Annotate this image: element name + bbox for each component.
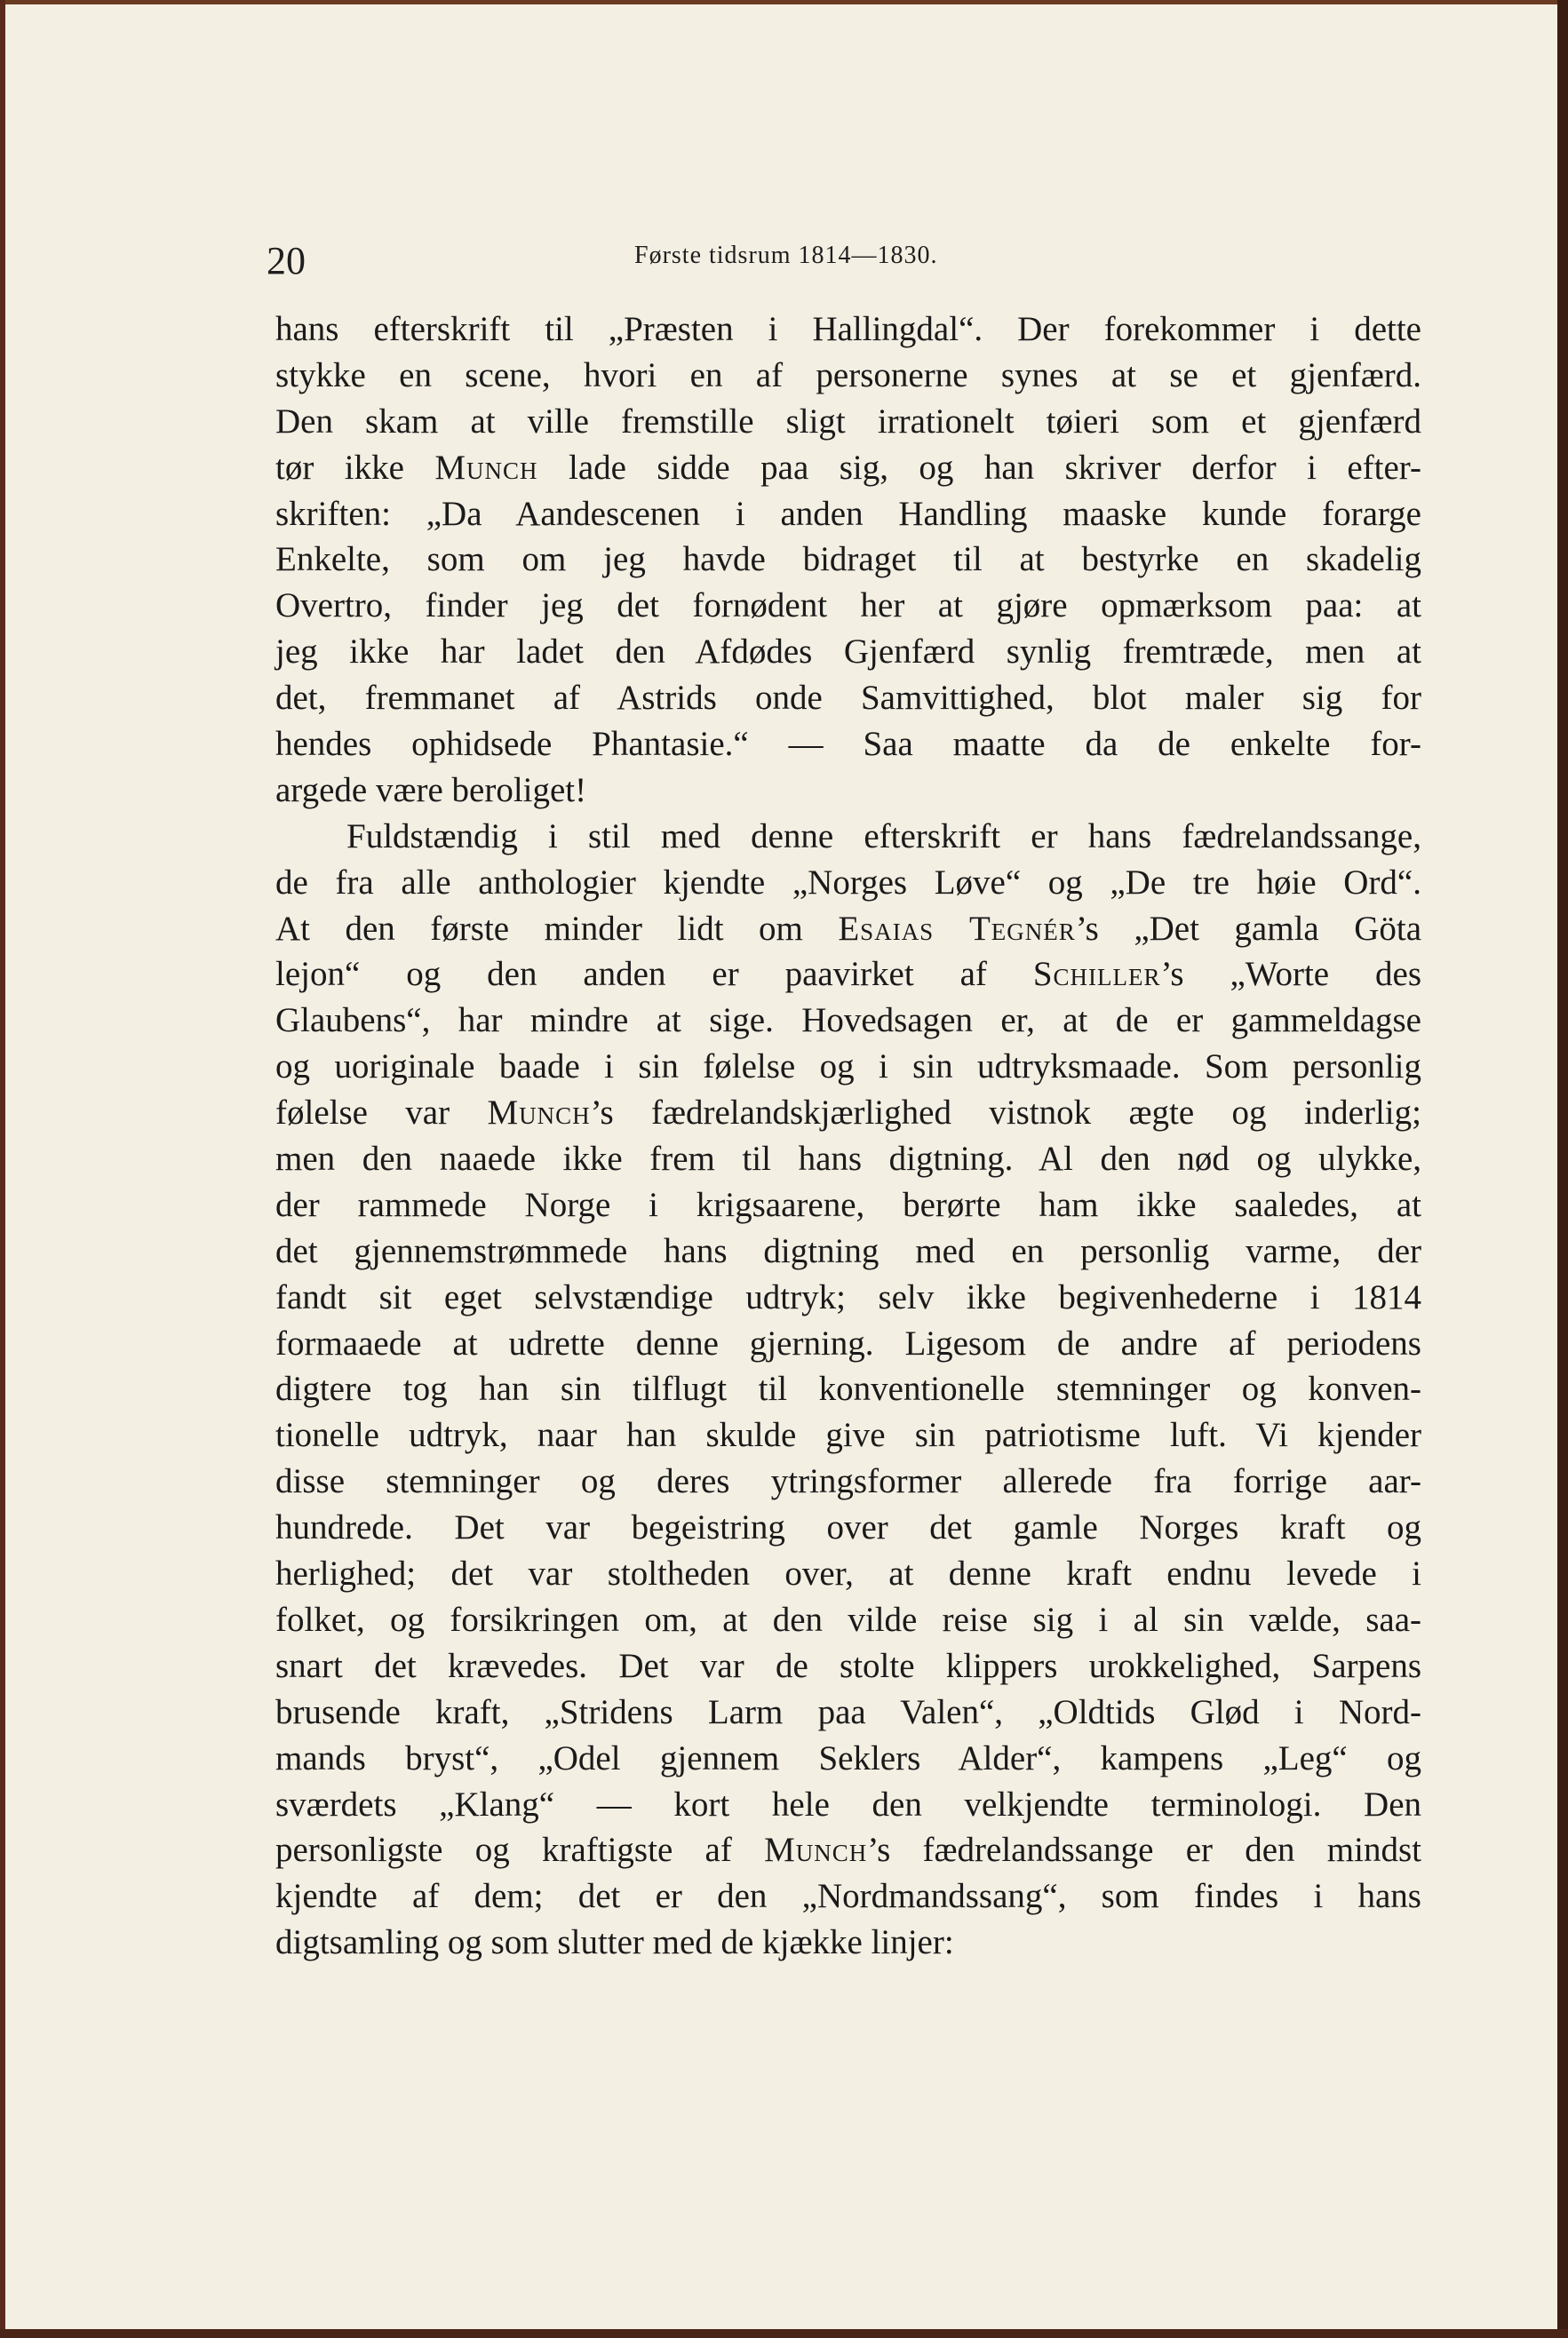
- text-segment: det, fremmanet af Astrids onde Samvittighed, blot maler sig for: [275, 679, 1421, 718]
- text-segment: kjendte af dem; det er den „Nordmandssang“, som findes i hans: [275, 1877, 1421, 1916]
- text-line: [275, 1090, 1421, 1136]
- text-line: [275, 445, 1421, 491]
- scan-edge-top: [0, 0, 1568, 4]
- text-line: [275, 1736, 1421, 1782]
- text-line: [275, 1920, 1421, 1966]
- text-segment: jeg ikke har ladet den Afdødes Gjenfærd synlig fremtræde, men at: [275, 632, 1421, 672]
- page-number: 20: [267, 239, 306, 282]
- text-segment: hans efterskrift til „Præsten i Hallingdal“. Der forekommer i dette: [275, 310, 1421, 348]
- text-segment: det gjennemstrømmede hans digtning med en personlig varme, der: [275, 1231, 1421, 1270]
- text-segment: tør ikke: [275, 448, 435, 487]
- text-line: [275, 583, 1421, 629]
- text-segment: digtsamling og som slutter med de kjække linjer:: [275, 1923, 954, 1962]
- text-segment: der rammede Norge i krigsaarene, berørte ham ikke saaledes, at: [275, 1185, 1421, 1224]
- body-text: [275, 306, 1421, 1966]
- text-segment: og uoriginale baade i sin følelse og i sin udtryksmaade. Som personlig: [275, 1047, 1421, 1086]
- text-line: [275, 1412, 1421, 1459]
- text-segment: men den naaede ikke frem til hans digtning. Al den nød og ulykke,: [275, 1140, 1421, 1179]
- text-line: [275, 1275, 1421, 1321]
- text-line: [275, 1827, 1421, 1873]
- text-line: [275, 998, 1421, 1044]
- small-caps-name: Schiller: [1032, 955, 1161, 994]
- text-segment: argede være beroliget!: [275, 770, 587, 809]
- text-segment: de fra alle anthologier kjendte „Norges Løve“ og „De tre høie Ord“.: [275, 863, 1421, 902]
- text-line: [275, 1551, 1421, 1597]
- text-segment: formaaede at udrette denne gjerning. Ligesom de andre af periodens: [275, 1324, 1421, 1363]
- text-line: [275, 1643, 1421, 1690]
- text-segment: Glaubens“, har mindre at sige. Hovedsagen er, at de er gammeldagse: [275, 1001, 1421, 1040]
- text-segment: folket, og forsikringen om, at den vilde reise sig i al sin vælde, saa-: [275, 1600, 1421, 1639]
- text-segment: Fuldstændig i stil med denne efterskrift er hans fædrelandssange,: [346, 816, 1421, 855]
- text-line: [275, 675, 1421, 721]
- page-header: [267, 231, 1421, 284]
- text-segment: personligste og kraftigste af: [275, 1831, 765, 1870]
- text-line: [275, 1505, 1421, 1551]
- scan-edge-left: [0, 0, 5, 2338]
- text-line: [275, 951, 1421, 998]
- text-line: [275, 491, 1421, 537]
- text-line: [275, 1136, 1421, 1182]
- text-segment: tionelle udtryk, naar han skulde give sin patriotisme luft. Vi kjender: [275, 1416, 1421, 1455]
- text-segment: brusende kraft, „Stridens Larm paa Valen“, „Oldtids Glød i Nord-: [275, 1692, 1421, 1731]
- text-segment: følelse var: [275, 1093, 488, 1133]
- text-line: [275, 1782, 1421, 1828]
- text-line: [275, 1229, 1421, 1275]
- text-line: [275, 629, 1421, 675]
- text-segment: At den første minder lidt om: [275, 909, 839, 948]
- text-segment: hundrede. Det var begeistring over det gamle Norges kraft og: [275, 1508, 1421, 1547]
- text-segment: ’s fædrelandskjærlighed vistnok ægte og inderlig;: [590, 1093, 1421, 1133]
- text-segment: ’s fædrelandssange er den mindst: [867, 1831, 1421, 1870]
- text-line: [275, 721, 1421, 767]
- text-line: [275, 814, 1421, 860]
- text-segment: hendes ophidsede Phantasie.“ — Saa maatte da de enkelte for-: [275, 725, 1421, 764]
- small-caps-name: Munch: [434, 448, 538, 487]
- text-segment: Den skam at ville fremstille sligt irrationelt tøieri som et gjenfærd: [275, 402, 1421, 441]
- text-segment: fandt sit eget selvstændige udtryk; selv ikke begivenhederne i 1814: [275, 1277, 1421, 1316]
- text-segment: sværdets „Klang“ — kort hele den velkjendte terminologi. Den: [275, 1785, 1421, 1824]
- text-line: [275, 1597, 1421, 1643]
- text-line: [275, 537, 1421, 583]
- small-caps-name: Munch: [764, 1831, 868, 1870]
- text-line: [275, 1873, 1421, 1920]
- text-segment: Overtro, finder jeg det fornødent her at gjøre opmærksom paa: at: [275, 586, 1421, 625]
- small-caps-name: Esaias Tegnér: [838, 909, 1076, 948]
- text-segment: ’s „Worte des: [1160, 955, 1421, 994]
- text-segment: ’s „Det gamla Göta: [1075, 909, 1422, 948]
- text-segment: Enkelte, som om jeg havde bidraget til at bestyrke en skadelig: [275, 540, 1421, 579]
- text-segment: digtere tog han sin tilflugt til konventionelle stemninger og konven-: [275, 1370, 1421, 1409]
- text-segment: lejon“ og den anden er paavirket af: [275, 955, 1033, 994]
- text-line: [275, 1044, 1421, 1090]
- text-segment: skriften: „Da Aandescenen i anden Handling maaske kunde forarge: [275, 494, 1421, 533]
- text-line: [275, 860, 1421, 906]
- text-line: [275, 1690, 1421, 1736]
- scan-edge-right: [1557, 0, 1568, 2338]
- text-segment: lade sidde paa sig, og han skriver derfor i efter-: [537, 448, 1421, 487]
- text-segment: stykke en scene, hvori en af personerne synes at se et gjenfærd.: [275, 355, 1421, 394]
- text-line: [275, 1366, 1421, 1412]
- text-line: [275, 1459, 1421, 1505]
- text-segment: disse stemninger og deres ytringsformer allerede fra forrige aar-: [275, 1462, 1421, 1501]
- small-caps-name: Munch: [487, 1093, 591, 1133]
- text-segment: snart det krævedes. Det var de stolte klippers urokkelighed, Sarpens: [275, 1646, 1421, 1685]
- text-line: [275, 353, 1421, 399]
- text-line: [275, 1321, 1421, 1367]
- scan-edge-bottom: [0, 2329, 1568, 2338]
- text-line: [275, 399, 1421, 445]
- text-segment: mands bryst“, „Odel gjennem Seklers Alder“, kampens „Leg“ og: [275, 1738, 1421, 1777]
- text-line: [275, 767, 1421, 814]
- text-line: [275, 1182, 1421, 1229]
- text-line: [275, 906, 1421, 952]
- text-segment: herlighed; det var stoltheden over, at denne kraft endnu levede i: [275, 1555, 1421, 1594]
- running-title: Første tidsrum 1814—1830.: [634, 242, 938, 269]
- text-line: [275, 306, 1421, 353]
